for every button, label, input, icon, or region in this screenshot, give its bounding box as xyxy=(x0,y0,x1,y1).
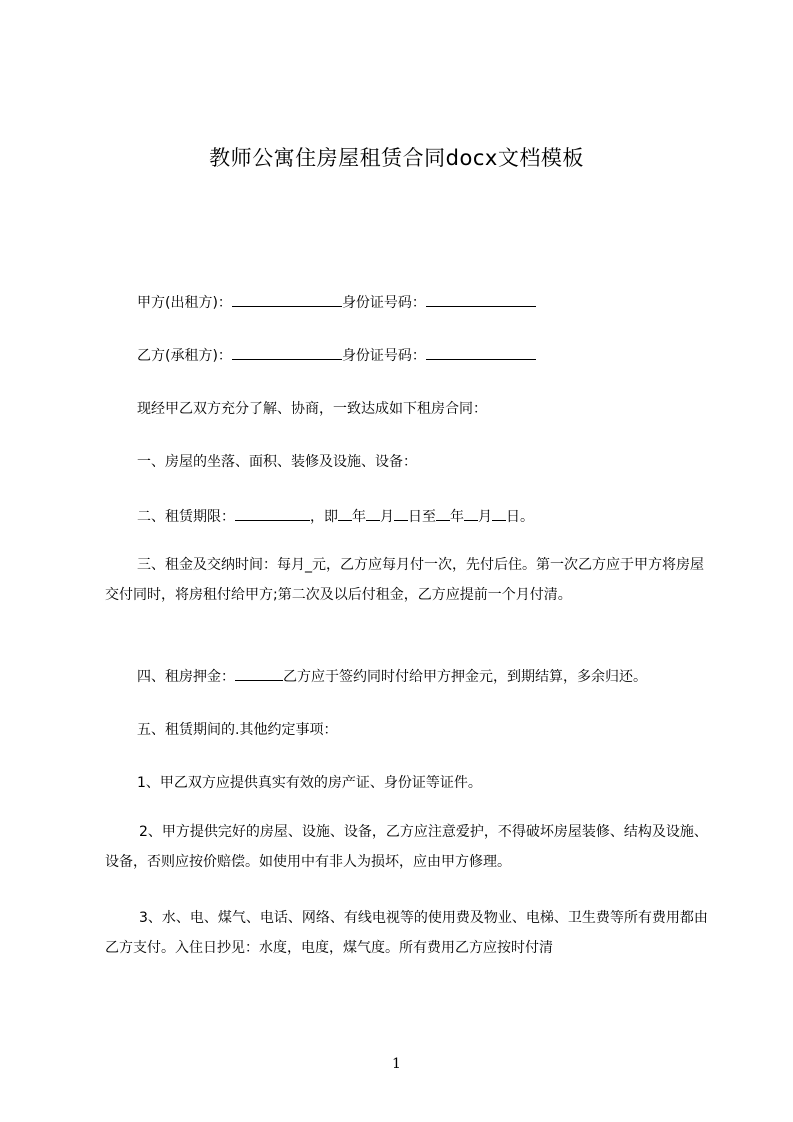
deposit-blank xyxy=(235,666,283,681)
lease-term-blank xyxy=(235,506,310,521)
end-day-label: 日。 xyxy=(506,509,534,525)
clause-4-prefix: 四、租房押金： xyxy=(137,669,235,685)
end-year-blank xyxy=(436,506,450,521)
intro-text: 现经甲乙双方充分了解、协商，一致达成如下租房合同： xyxy=(137,401,487,417)
party-b-name-blank xyxy=(232,345,342,360)
end-month-label: 月 xyxy=(478,509,492,525)
start-year-blank xyxy=(338,506,352,521)
clause-3: 三、租金及交纳时间：每月_元，乙方应每月付一次，先付后住。第一次乙方应于甲方将房屋交付同时，将房租付给甲方;第二次及以后付租金，乙方应提前一个月付清。 xyxy=(105,557,704,603)
clause-1: 一、房屋的坐落、面积、装修及设施、设备： xyxy=(137,454,417,470)
party-b-label: 乙方(承租方)： xyxy=(137,348,232,364)
clause-5: 五、租赁期间的.其他约定事项： xyxy=(137,722,338,738)
clause-2-after-blank: ，即 xyxy=(310,509,338,525)
party-a-label: 甲方(出租方)： xyxy=(137,295,232,311)
end-month-blank xyxy=(464,506,478,521)
start-day-blank xyxy=(394,506,408,521)
party-b-id-blank xyxy=(426,345,536,360)
page-number: 1 xyxy=(392,1056,401,1072)
end-day-blank xyxy=(492,506,506,521)
party-a-line xyxy=(137,292,536,313)
start-day-label: 日至 xyxy=(408,509,436,525)
start-year-label: 年 xyxy=(352,509,366,525)
party-a-id-label: 身份证号码： xyxy=(341,295,426,311)
party-a-id-blank xyxy=(426,292,536,307)
clause-4-suffix: 乙方应于签约同时付给甲方押金元，到期结算，多余归还。 xyxy=(283,669,647,685)
item-2: 2、甲方提供完好的房屋、设施、设备，乙方应注意爱护，不得破坏房屋装修、结构及设施、设备，否则应按价赔偿。如使用中有非人为损坏，应由甲方修理。 xyxy=(105,824,708,870)
party-a-name-blank xyxy=(232,292,342,307)
item-1: 1、甲乙双方应提供真实有效的房产证、身份证等证件。 xyxy=(137,775,482,791)
clause-2-prefix: 二、租赁期限： xyxy=(137,509,235,525)
party-b-line xyxy=(137,345,536,366)
party-b-id-label: 身份证号码： xyxy=(341,348,426,364)
document-title: 教师公寓住房屋租赁合同docx文档模板 xyxy=(209,146,584,170)
clause-2 xyxy=(137,506,534,527)
item-3: 3、水、电、煤气、电话、网络、有线电视等的使用费及物业、电梯、卫生费等所有费用都由乙方支付。入住日抄见：水度，电度，煤气度。所有费用乙方应按时付清 xyxy=(105,910,708,956)
start-month-label: 月 xyxy=(380,509,394,525)
clause-4 xyxy=(137,666,647,687)
start-month-blank xyxy=(366,506,380,521)
end-year-label: 年 xyxy=(450,509,464,525)
